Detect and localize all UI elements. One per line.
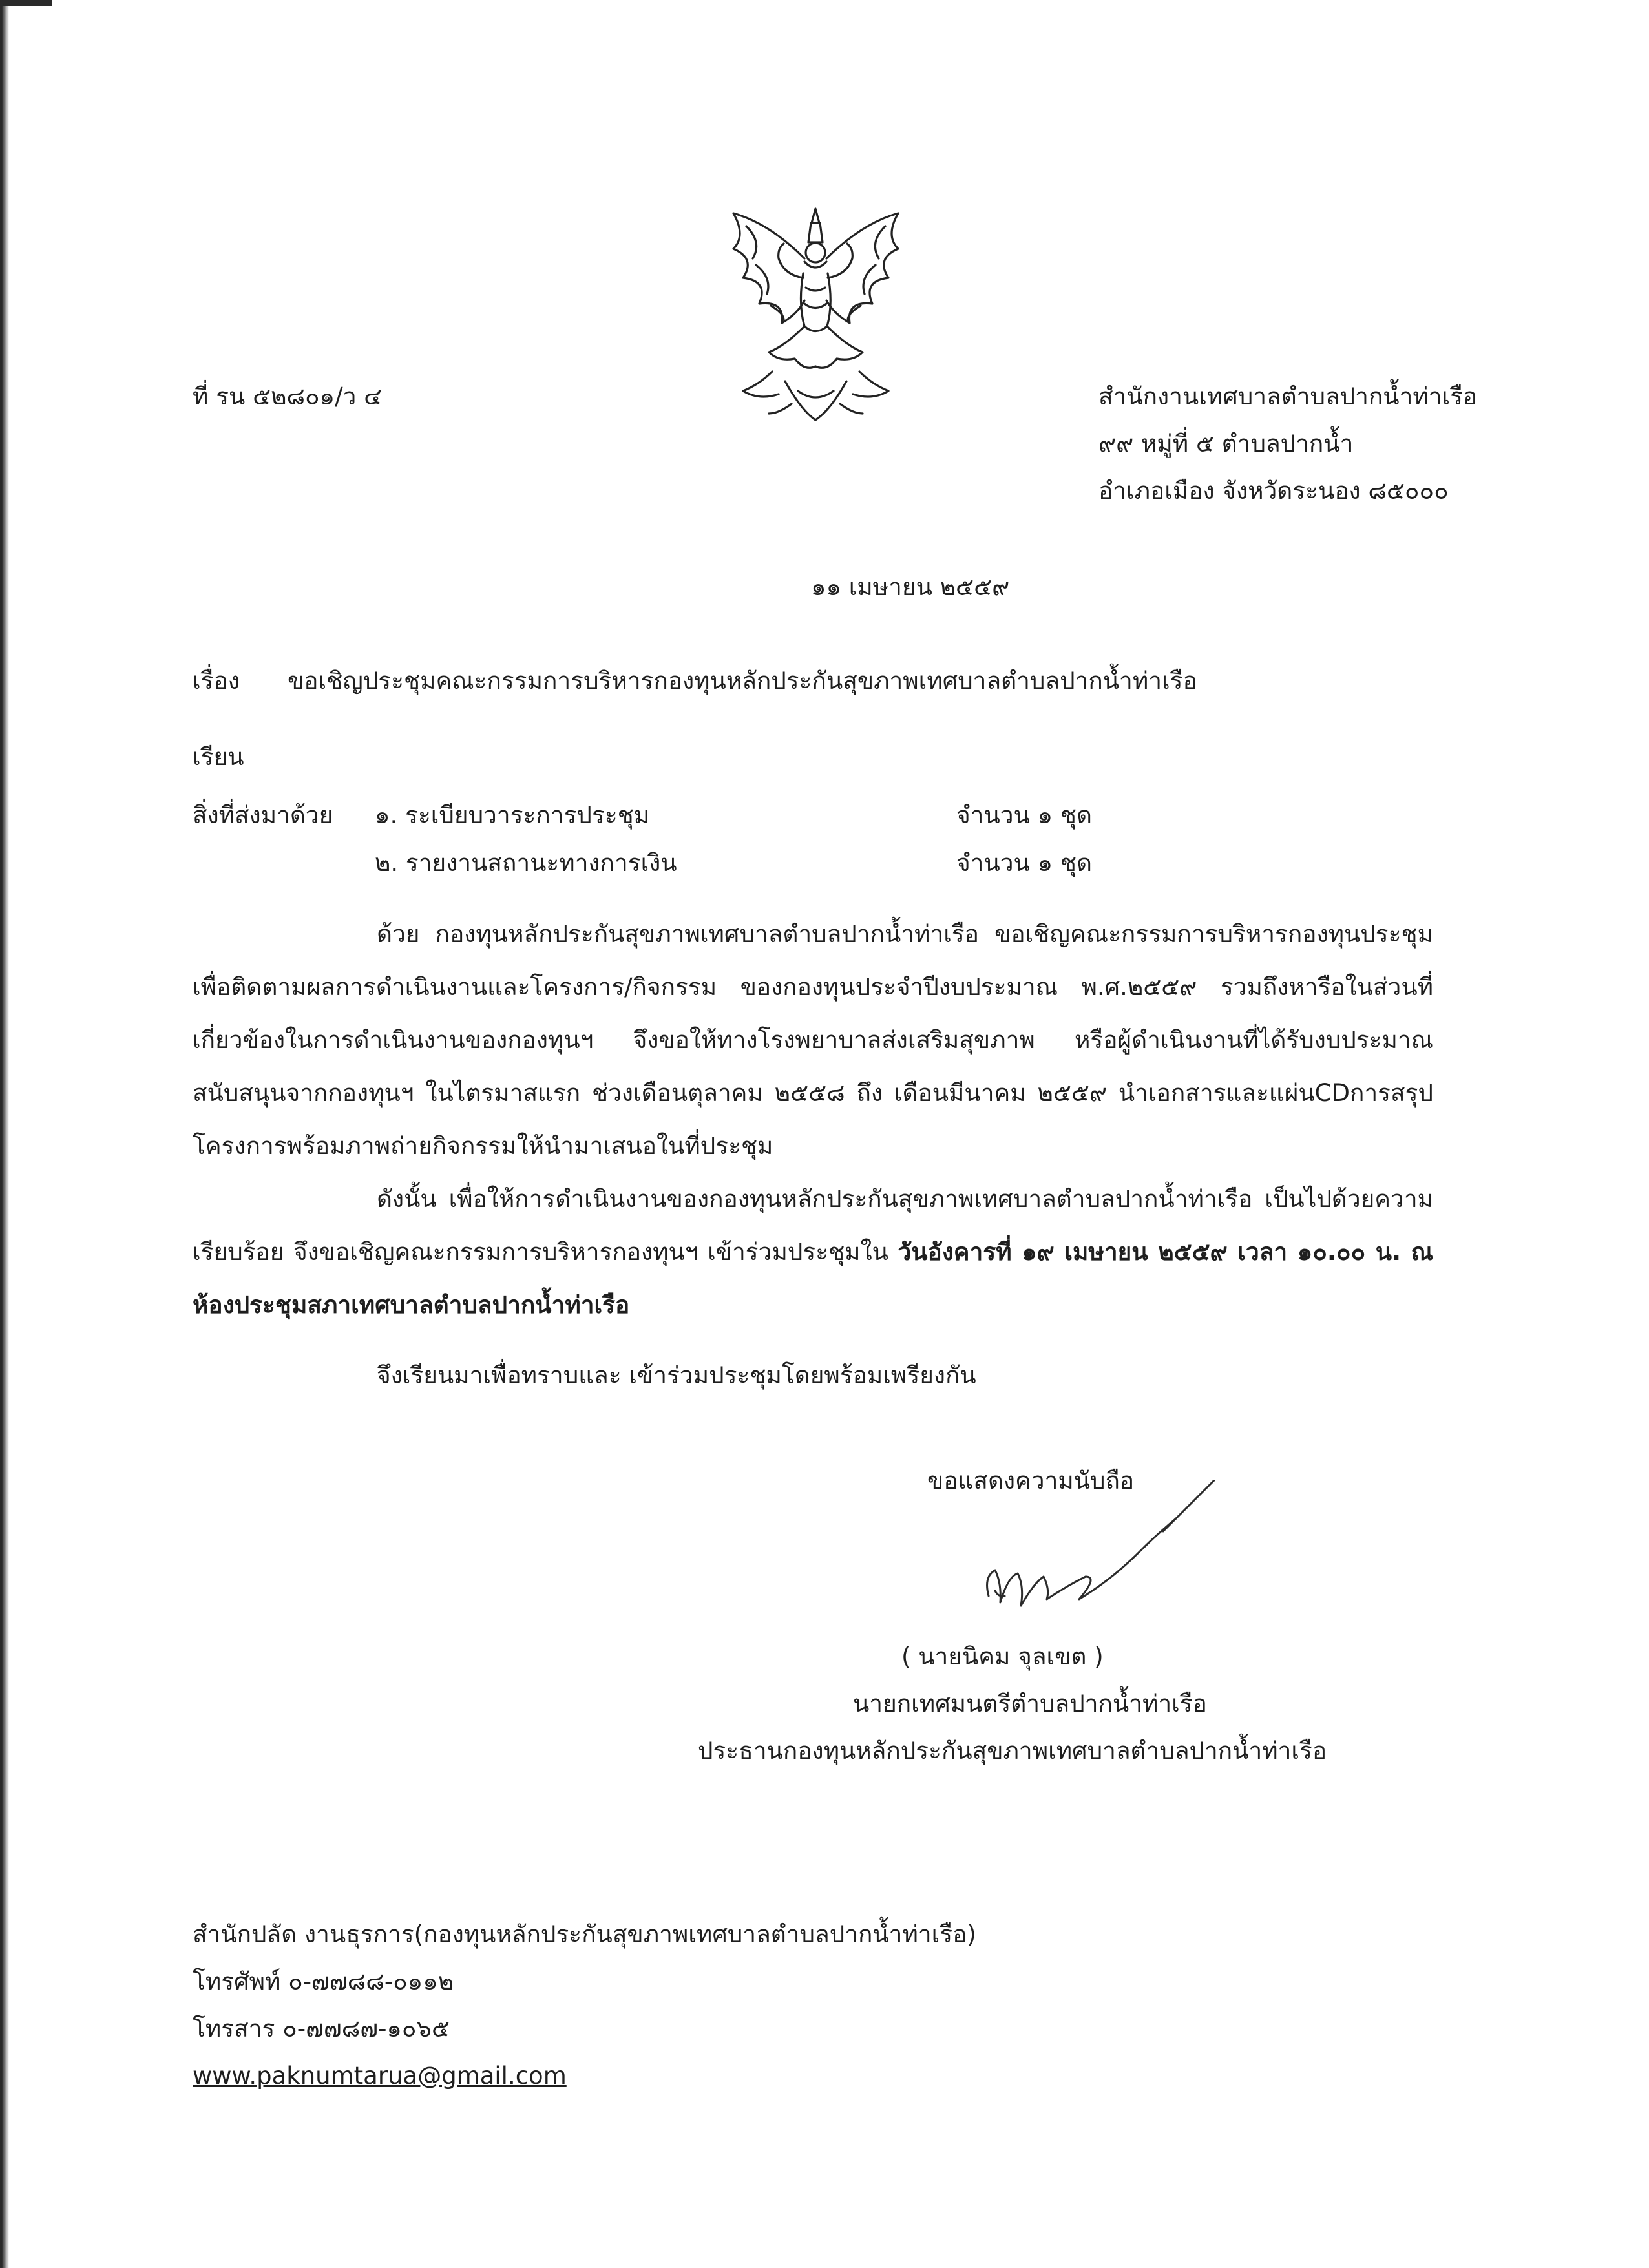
enclosures-label: สิ่งที่ส่งมาด้วย	[193, 801, 333, 829]
document-date: ๑๑ เมษายน ๒๕๕๙	[811, 573, 1010, 601]
body-paragraph-1-text: ด้วย กองทุนหลักประกันสุขภาพเทศบาลตำบลปากน้ำท่าเรือ ขอเชิญคณะกรรมการบริหารกองทุนประชุมเพื่อติดตามผลการดำเนินงานและโครงการ/กิจกรรม ของกองทุนประจำปีงบประมาณ พ.ศ.๒๕๕๙ รวมถึงหารือในส่วนที่เกี่ยวข้องในการดำเนินงานของกองทุนฯ จึงขอให้ทางโรงพยาบาลส่งเสริมสุขภาพ หรือผู้ดำเนินงานที่ได้รับงบประมาณสนับสนุนจากกองทุนฯ ในไตรมาสแรก ช่วงเดือนตุลาคม ๒๕๕๘ ถึง เดือนมีนาคม ๒๕๕๙ นำเอกสารและแผ่นCDการสรุปโครงการพร้อมภาพถ่ายกิจกรรมให้นำมาเสนอในที่ประชุม	[193, 920, 1433, 1160]
regards-text: ขอแสดงความนับถือ	[927, 1467, 1135, 1495]
scan-edge-left	[0, 0, 9, 2268]
signatory-position-1: นายกเทศมนตรีตำบลปากน้ำท่าเรือ	[853, 1690, 1207, 1717]
garuda-emblem-icon	[708, 197, 924, 430]
body-paragraph-2	[193, 1173, 1433, 1332]
signatory-position-2: ประธานกองทุนหลักประกันสุขภาพเทศบาลตำบลปากน้ำท่าเรือ	[698, 1737, 1327, 1765]
office-name: สำนักงานเทศบาลตำบลปากน้ำท่าเรือ	[1098, 383, 1478, 410]
body-paragraph-2-text-post: เวลา ๑๐.๐๐ น. ณ ห้องประชุมสภาเทศบาลตำบลปากน้ำท่าเรือ	[193, 1238, 1433, 1319]
enclosure-item-2: ๒. รายงานสถานะทางการเงิน	[375, 849, 677, 877]
salutation-label: เรียน	[193, 743, 244, 771]
subject-text: ขอเชิญประชุมคณะกรรมการบริหารกองทุนหลักประกันสุขภาพเทศบาลตำบลปากน้ำท่าเรือ	[288, 667, 1197, 695]
subject-label: เรื่อง	[193, 667, 240, 695]
footer-email-link[interactable]: www.paknumtarua@gmail.com	[193, 2062, 567, 2090]
body-paragraph-1	[193, 908, 1433, 1173]
meeting-date-bold: วันอังคารที่ ๑๙ เมษายน ๒๕๕๙	[898, 1238, 1228, 1266]
signatory-name: ( นายนิคม จุลเขต )	[901, 1643, 1104, 1670]
office-address-line-3: อำเภอเมือง จังหวัดระนอง ๘๕๐๐๐	[1098, 477, 1449, 505]
office-address-line-2: ๙๙ หมู่ที่ ๕ ตำบลปากน้ำ	[1098, 430, 1354, 457]
footer-fax: โทรสาร ๐-๗๗๘๗-๑๐๖๕	[193, 2015, 450, 2042]
closing-line: จึงเรียนมาเพื่อทราบและ เข้าร่วมประชุมโดยพร้อมเพรียงกัน	[377, 1361, 976, 1389]
body-paragraph-2-text-pre: ดังนั้น เพื่อให้การดำเนินงานของกองทุนหลักประกันสุขภาพเทศบาลตำบลปากน้ำท่าเรือ เป็นไปด้วยความเรียบร้อย จึงขอเชิญคณะกรรมการบริหารกองทุนฯ เข้าร่วมประชุมใน	[193, 1185, 1433, 1266]
handwritten-signature	[969, 1480, 1241, 1622]
enclosure-item-1-qty: จำนวน ๑ ชุด	[956, 801, 1092, 829]
footer-phone: โทรศัพท์ ๐-๗๗๘๘-๐๑๑๒	[193, 1968, 454, 1995]
footer-department: สำนักปลัด งานธุรการ(กองทุนหลักประกันสุขภาพเทศบาลตำบลปากน้ำท่าเรือ)	[193, 1920, 976, 1948]
enclosure-item-1: ๑. ระเบียบวาระการประชุม	[375, 801, 650, 829]
enclosure-item-2-qty: จำนวน ๑ ชุด	[956, 849, 1092, 877]
reference-number: ที่ รน ๕๒๘๐๑/ว ๔	[193, 383, 383, 410]
scan-edge-top	[0, 0, 52, 6]
